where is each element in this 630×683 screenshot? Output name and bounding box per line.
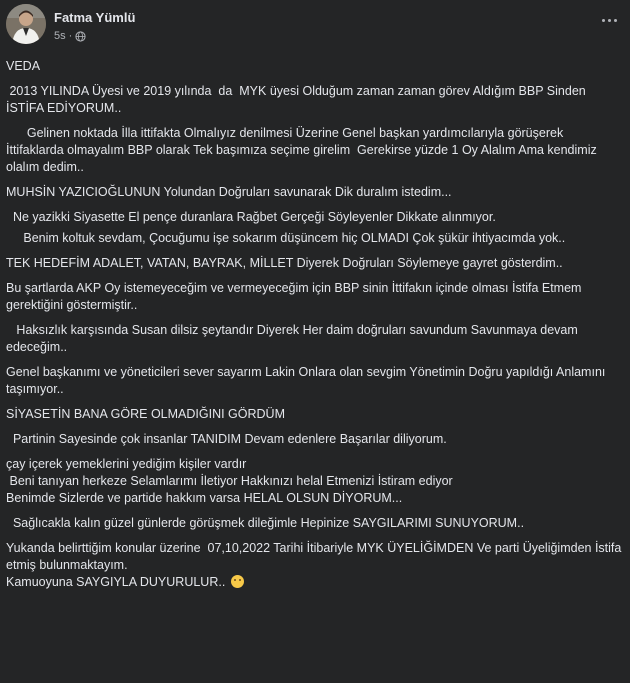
post-paragraph: çay içerek yemeklerini yediğim kişiler vardır	[6, 457, 247, 471]
post-paragraph: Bu şartlarda AKP Oy istemeyeceğim ve vermeyeceğim için BBP sinin İttifakın içinde olması İstifa Etmem gerektiğini göstermiştir..	[6, 281, 585, 312]
post-paragraph: MUHSİN YAZICIOĞLUNUN Yolundan Doğruları savunarak Dik duralım istedim...	[6, 185, 452, 199]
post-paragraph: VEDA	[6, 59, 41, 73]
post-paragraph: Partinin Sayesinde çok insanlar TANIDIM Devam edenlere Başarılar diliyorum.	[6, 432, 447, 446]
avatar[interactable]	[6, 4, 46, 44]
post-paragraph: Haksızlık karşısında Susan dilsiz şeytandır Diyerek Her daim doğruları savundum Savunmaya devam edeceğim..	[6, 323, 582, 354]
more-options-icon[interactable]	[598, 12, 620, 28]
post-body	[6, 58, 624, 591]
post-paragraph: Benimde Sizlerde ve partide hakkım varsa HELAL OLSUN DİYORUM...	[6, 491, 403, 505]
profile-photo	[6, 4, 46, 44]
post-meta: 5s ·	[54, 30, 86, 42]
post-timestamp[interactable]: 5s	[54, 30, 66, 42]
post-paragraph: Sağlıcakla kalın güzel günlerde görüşmek dileğimle Hepinize SAYGILARIMI SUNUYORUM..	[6, 516, 525, 530]
post-paragraph: SİYASETİN BANA GÖRE OLMADIĞINI GÖRDÜM	[6, 407, 285, 421]
post-paragraph: 2013 YILINDA Üyesi ve 2019 yılında da MYK üyesi Olduğum zaman zaman görev Aldığım BBP Sinden İSTİFA EDİYORUM..	[6, 84, 590, 115]
post-paragraph: Gelinen noktada İlla ittifakta Olmalıyız denilmesi Üzerine Genel başkan yardımcılarıyla görüşerek İttifaklarda olmayalım BBP olarak Tek başımıza seçime girelim Gerekirse yüzde 1 Oy Alalım Ama kendimiz olalım dedim..	[6, 126, 601, 174]
post-paragraph: Genel başkanımı ve yöneticileri sever sayarım Lakin Onlara olan sevgim Yönetimin Doğru yapıldığı Anlamını taşımıyor..	[6, 365, 609, 396]
post-paragraph: TEK HEDEFİM ADALET, VATAN, BAYRAK, MİLLET Diyerek Doğruları Söylemeye gayret gösterdim..	[6, 256, 563, 270]
post-paragraph: Benim koltuk sevdam, Çocuğumu işe sokarım düşüncem hiç OLMADI Çok şükür ihtiyacımda yok..	[6, 231, 566, 245]
post-paragraph: Yukanda belirttiğim konular üzerine 07,10,2022 Tarihi İtibariyle MYK ÜYELİĞİMDEN Ve parti Üyeliğimden İstifa etmiş bulunmaktayım.	[6, 541, 625, 572]
post-text: Kamuoyuna SAYGIYLA DUYURULUR..	[6, 575, 229, 589]
post-header	[6, 4, 624, 48]
post-paragraph: Beni tanıyan herkeze Selamlarımı İletiyor Hakkınızı helal Etmenizi İstiram ediyor	[6, 474, 453, 488]
smiling-face-emoji-icon	[231, 575, 244, 588]
post-paragraph-last	[6, 574, 624, 591]
globe-icon	[75, 31, 86, 42]
post-paragraph: Ne yazikki Siyasette El pençe duranlara Rağbet Gerçeği Söyleyenler Dikkate alınmıyor.	[6, 210, 496, 224]
author-name[interactable]: Fatma Yümlü	[54, 10, 136, 25]
